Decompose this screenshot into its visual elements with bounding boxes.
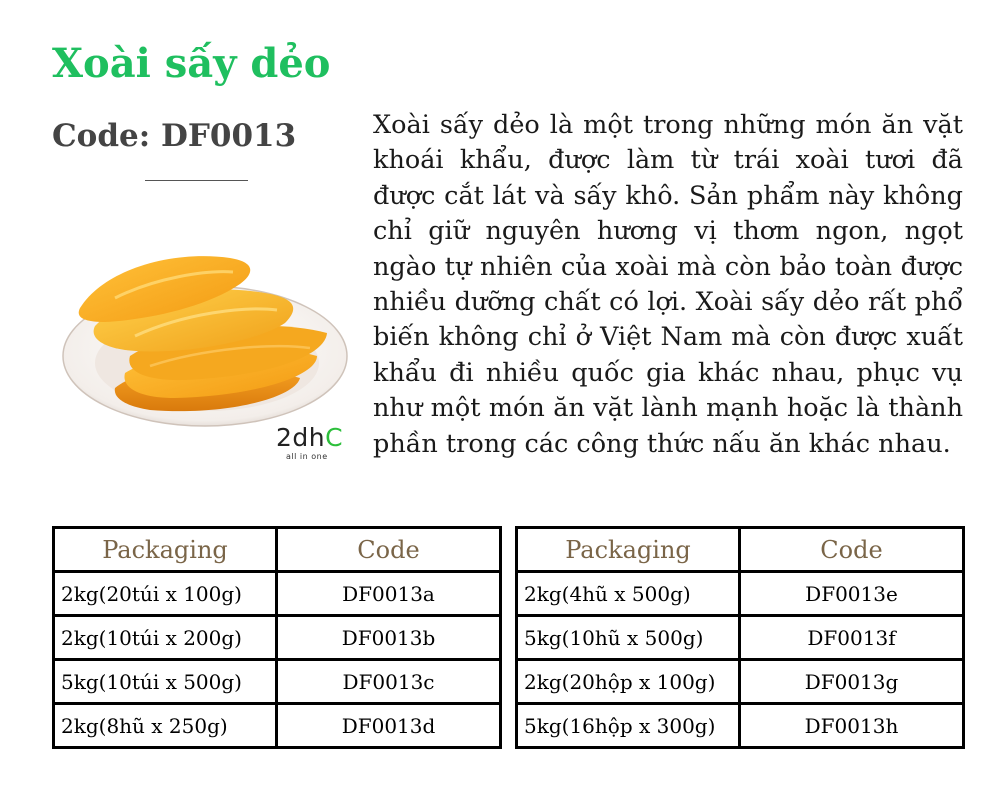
table-row (517, 572, 964, 616)
table-row (517, 704, 964, 748)
product-code: Code: DF0013 (52, 118, 297, 154)
logo-tagline: all in one (286, 452, 328, 461)
code-cell: DF0013a (277, 572, 501, 616)
packaging-table-left (52, 526, 502, 749)
code-cell: DF0013d (277, 704, 501, 748)
packaging-cell: 5kg(16hộp x 300g) (517, 704, 740, 748)
table-row (54, 660, 501, 704)
code-header: Code (740, 528, 964, 572)
code-header: Code (277, 528, 501, 572)
packaging-cell: 2kg(10túi x 200g) (54, 616, 277, 660)
packaging-cell: 5kg(10hũ x 500g) (517, 616, 740, 660)
packaging-table-right (515, 526, 965, 749)
code-cell: DF0013b (277, 616, 501, 660)
table-row (54, 616, 501, 660)
code-cell: DF0013e (740, 572, 964, 616)
table-row (54, 572, 501, 616)
code-cell: DF0013c (277, 660, 501, 704)
packaging-header: Packaging (517, 528, 740, 572)
divider (145, 180, 248, 181)
packaging-cell: 2kg(8hũ x 250g) (54, 704, 277, 748)
logo-wordmark (276, 424, 366, 452)
code-cell: DF0013f (740, 616, 964, 660)
product-description: Xoài sấy dẻo là một trong những món ăn vặt khoái khẩu, được làm từ trái xoài tươi đã được cắt lát và sấy khô. Sản phẩm này không chỉ giữ nguyên hương vị thơm ngon, ngọt ngào tự nhiên của xoài mà còn bảo toàn được nhiều dưỡng chất có lợi. Xoài sấy dẻo rất phổ biến không chỉ ở Việt Nam mà còn được xuất khẩu đi nhiều quốc gia khác nhau, phục vụ như một món ăn vặt lành mạnh hoặc là thành phần trong các công thức nấu ăn khác nhau. (373, 110, 963, 459)
logo-accent-letter: C (325, 423, 344, 452)
packaging-header: Packaging (54, 528, 277, 572)
product-title: Xoài sấy dẻo (52, 40, 331, 87)
table-header-row (54, 528, 501, 572)
brand-logo (276, 424, 366, 462)
table-row (517, 616, 964, 660)
table-row (54, 704, 501, 748)
packaging-cell: 5kg(10túi x 500g) (54, 660, 277, 704)
packaging-cell: 2kg(4hũ x 500g) (517, 572, 740, 616)
code-cell: DF0013h (740, 704, 964, 748)
packaging-cell: 2kg(20túi x 100g) (54, 572, 277, 616)
logo-main-text: 2dh (276, 423, 326, 452)
table-row (517, 660, 964, 704)
code-cell: DF0013g (740, 660, 964, 704)
table-header-row (517, 528, 964, 572)
dried-mango-image (55, 238, 355, 438)
packaging-cell: 2kg(20hộp x 100g) (517, 660, 740, 704)
